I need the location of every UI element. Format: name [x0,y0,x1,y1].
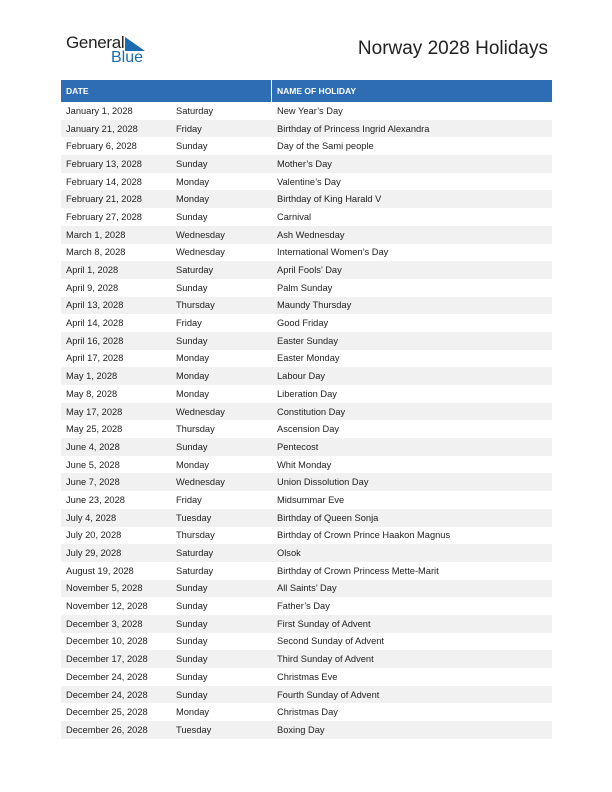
row-weekday: Sunday [176,211,208,222]
row-weekday: Sunday [176,141,208,152]
row-date: May 17, 2028 [66,406,123,417]
row-date: February 13, 2028 [66,158,142,169]
row-date: May 8, 2028 [66,388,118,399]
table-row [61,279,552,297]
table-row [61,173,552,191]
table-row [61,633,552,651]
row-holiday-name: Day of the Sami people [277,141,374,152]
header-date: DATE [66,86,89,96]
row-weekday: Sunday [176,671,208,682]
holiday-table [61,80,552,739]
table-row [61,491,552,509]
row-weekday: Sunday [176,441,208,452]
row-weekday: Friday [176,123,202,134]
table-row [61,668,552,686]
row-date: June 4, 2028 [66,441,120,452]
table-row [61,420,552,438]
row-weekday: Wednesday [176,229,225,240]
table-row [61,332,552,350]
row-weekday: Sunday [176,601,208,612]
row-holiday-name: Fourth Sunday of Advent [277,689,380,700]
table-row [61,190,552,208]
table-row [61,686,552,704]
table-row [61,703,552,721]
row-weekday: Monday [176,371,210,382]
table-row [61,527,552,545]
table-row [61,385,552,403]
row-weekday: Friday [176,494,202,505]
row-date: February 27, 2028 [66,211,142,222]
header-name-of-holiday: NAME OF HOLIDAY [271,80,552,102]
row-holiday-name: Pentecost [277,441,319,452]
row-holiday-name: Father’s Day [277,601,330,612]
row-date: December 24, 2028 [66,689,148,700]
table-row [61,314,552,332]
row-weekday: Sunday [176,689,208,700]
row-holiday-name: Second Sunday of Advent [277,636,384,647]
row-holiday-name: Whit Monday [277,459,332,470]
row-holiday-name: Birthday of King Harald V [277,194,382,205]
row-weekday: Saturday [176,548,214,559]
row-weekday: Thursday [176,530,215,541]
table-row [61,367,552,385]
row-holiday-name: Birthday of Crown Princess Mette-Marit [277,565,439,576]
row-date: December 24, 2028 [66,671,148,682]
table-row [61,721,552,739]
row-holiday-name: Birthday of Queen Sonja [277,512,379,523]
row-holiday-name: Ascension Day [277,424,340,435]
row-date: June 23, 2028 [66,494,125,505]
row-weekday: Sunday [176,158,208,169]
row-weekday: Thursday [176,424,215,435]
row-weekday: Saturday [176,565,214,576]
table-row [61,650,552,668]
row-weekday: Friday [176,318,202,329]
row-holiday-name: Good Friday [277,318,329,329]
logo-blue-text: Blue [111,49,144,66]
table-row [61,403,552,421]
row-holiday-name: Valentine’s Day [277,176,341,187]
row-weekday: Monday [176,459,210,470]
row-date: December 3, 2028 [66,618,143,629]
row-weekday: Monday [176,176,210,187]
table-row [61,208,552,226]
row-date: January 1, 2028 [66,105,133,116]
row-date: July 4, 2028 [66,512,117,523]
table-row [61,615,552,633]
row-date: February 6, 2028 [66,141,137,152]
row-date: April 14, 2028 [66,318,124,329]
row-date: December 10, 2028 [66,636,148,647]
table-row [61,509,552,527]
table-row [61,473,552,491]
row-date: December 25, 2028 [66,707,148,718]
row-weekday: Thursday [176,300,215,311]
row-holiday-name: Mother’s Day [277,158,332,169]
row-weekday: Sunday [176,282,208,293]
table-row [61,155,552,173]
row-date: May 1, 2028 [66,371,118,382]
row-weekday: Tuesday [176,724,212,735]
row-weekday: Monday [176,194,210,205]
row-weekday: Sunday [176,654,208,665]
row-date: December 17, 2028 [66,654,148,665]
row-holiday-name: New Year’s Day [277,105,343,116]
row-holiday-name: Maundy Thursday [277,300,352,311]
row-date: April 1, 2028 [66,265,119,276]
table-row [61,562,552,580]
row-date: July 29, 2028 [66,548,122,559]
table-row [61,597,552,615]
row-holiday-name: Birthday of Crown Prince Haakon Magnus [277,530,451,541]
row-weekday: Saturday [176,105,214,116]
table-row [61,102,552,120]
row-date: December 26, 2028 [66,724,148,735]
row-weekday: Wednesday [176,406,225,417]
row-holiday-name: Union Dissolution Day [277,477,369,488]
row-holiday-name: Palm Sunday [277,282,333,293]
row-date: February 21, 2028 [66,194,142,205]
table-row [61,297,552,315]
row-holiday-name: Christmas Day [277,707,338,718]
table-row [61,456,552,474]
row-holiday-name: Birthday of Princess Ingrid Alexandra [277,123,430,134]
row-holiday-name: Midsummar Eve [277,494,345,505]
row-date: November 12, 2028 [66,601,148,612]
row-weekday: Sunday [176,636,208,647]
row-holiday-name: All Saints’ Day [277,583,337,594]
row-date: July 20, 2028 [66,530,122,541]
row-weekday: Wednesday [176,477,225,488]
row-date: April 17, 2028 [66,353,124,364]
row-weekday: Wednesday [176,247,225,258]
row-date: April 13, 2028 [66,300,124,311]
table-row [61,226,552,244]
row-holiday-name: Easter Sunday [277,335,338,346]
row-date: April 9, 2028 [66,282,119,293]
row-holiday-name: Third Sunday of Advent [277,654,374,665]
row-date: March 1, 2028 [66,229,126,240]
row-holiday-name: Ash Wednesday [277,229,345,240]
generalblue-logo [66,33,156,69]
row-date: February 14, 2028 [66,176,142,187]
row-holiday-name: Easter Monday [277,353,340,364]
row-date: May 25, 2028 [66,424,123,435]
row-holiday-name: Olsok [277,548,301,559]
table-row [61,137,552,155]
row-date: June 7, 2028 [66,477,120,488]
row-holiday-name: Labour Day [277,371,326,382]
row-date: June 5, 2028 [66,459,120,470]
row-date: January 21, 2028 [66,123,138,134]
table-body [61,102,552,739]
row-weekday: Sunday [176,583,208,594]
row-weekday: Monday [176,388,210,399]
row-weekday: Tuesday [176,512,212,523]
row-holiday-name: Boxing Day [277,724,325,735]
row-weekday: Monday [176,353,210,364]
row-holiday-name: April Fools’ Day [277,265,342,276]
table-row [61,261,552,279]
row-holiday-name: Christmas Eve [277,671,338,682]
row-weekday: Sunday [176,618,208,629]
logo-general-text: General [66,33,125,52]
row-holiday-name: Carnival [277,211,312,222]
row-weekday: Saturday [176,265,214,276]
table-row [61,350,552,368]
row-holiday-name: International Women’s Day [277,247,389,258]
row-date: March 8, 2028 [66,247,126,258]
row-weekday: Monday [176,707,210,718]
row-holiday-name: Liberation Day [277,388,337,399]
row-weekday: Sunday [176,335,208,346]
row-holiday-name: Constitution Day [277,406,346,417]
row-date: April 16, 2028 [66,335,124,346]
table-row [61,438,552,456]
table-row [61,244,552,262]
table-row [61,120,552,138]
row-date: August 19, 2028 [66,565,134,576]
table-header [61,80,552,102]
page-title: Norway 2028 Holidays [357,38,548,59]
table-row [61,580,552,598]
table-row [61,544,552,562]
row-holiday-name: First Sunday of Advent [277,618,371,629]
row-date: November 5, 2028 [66,583,143,594]
